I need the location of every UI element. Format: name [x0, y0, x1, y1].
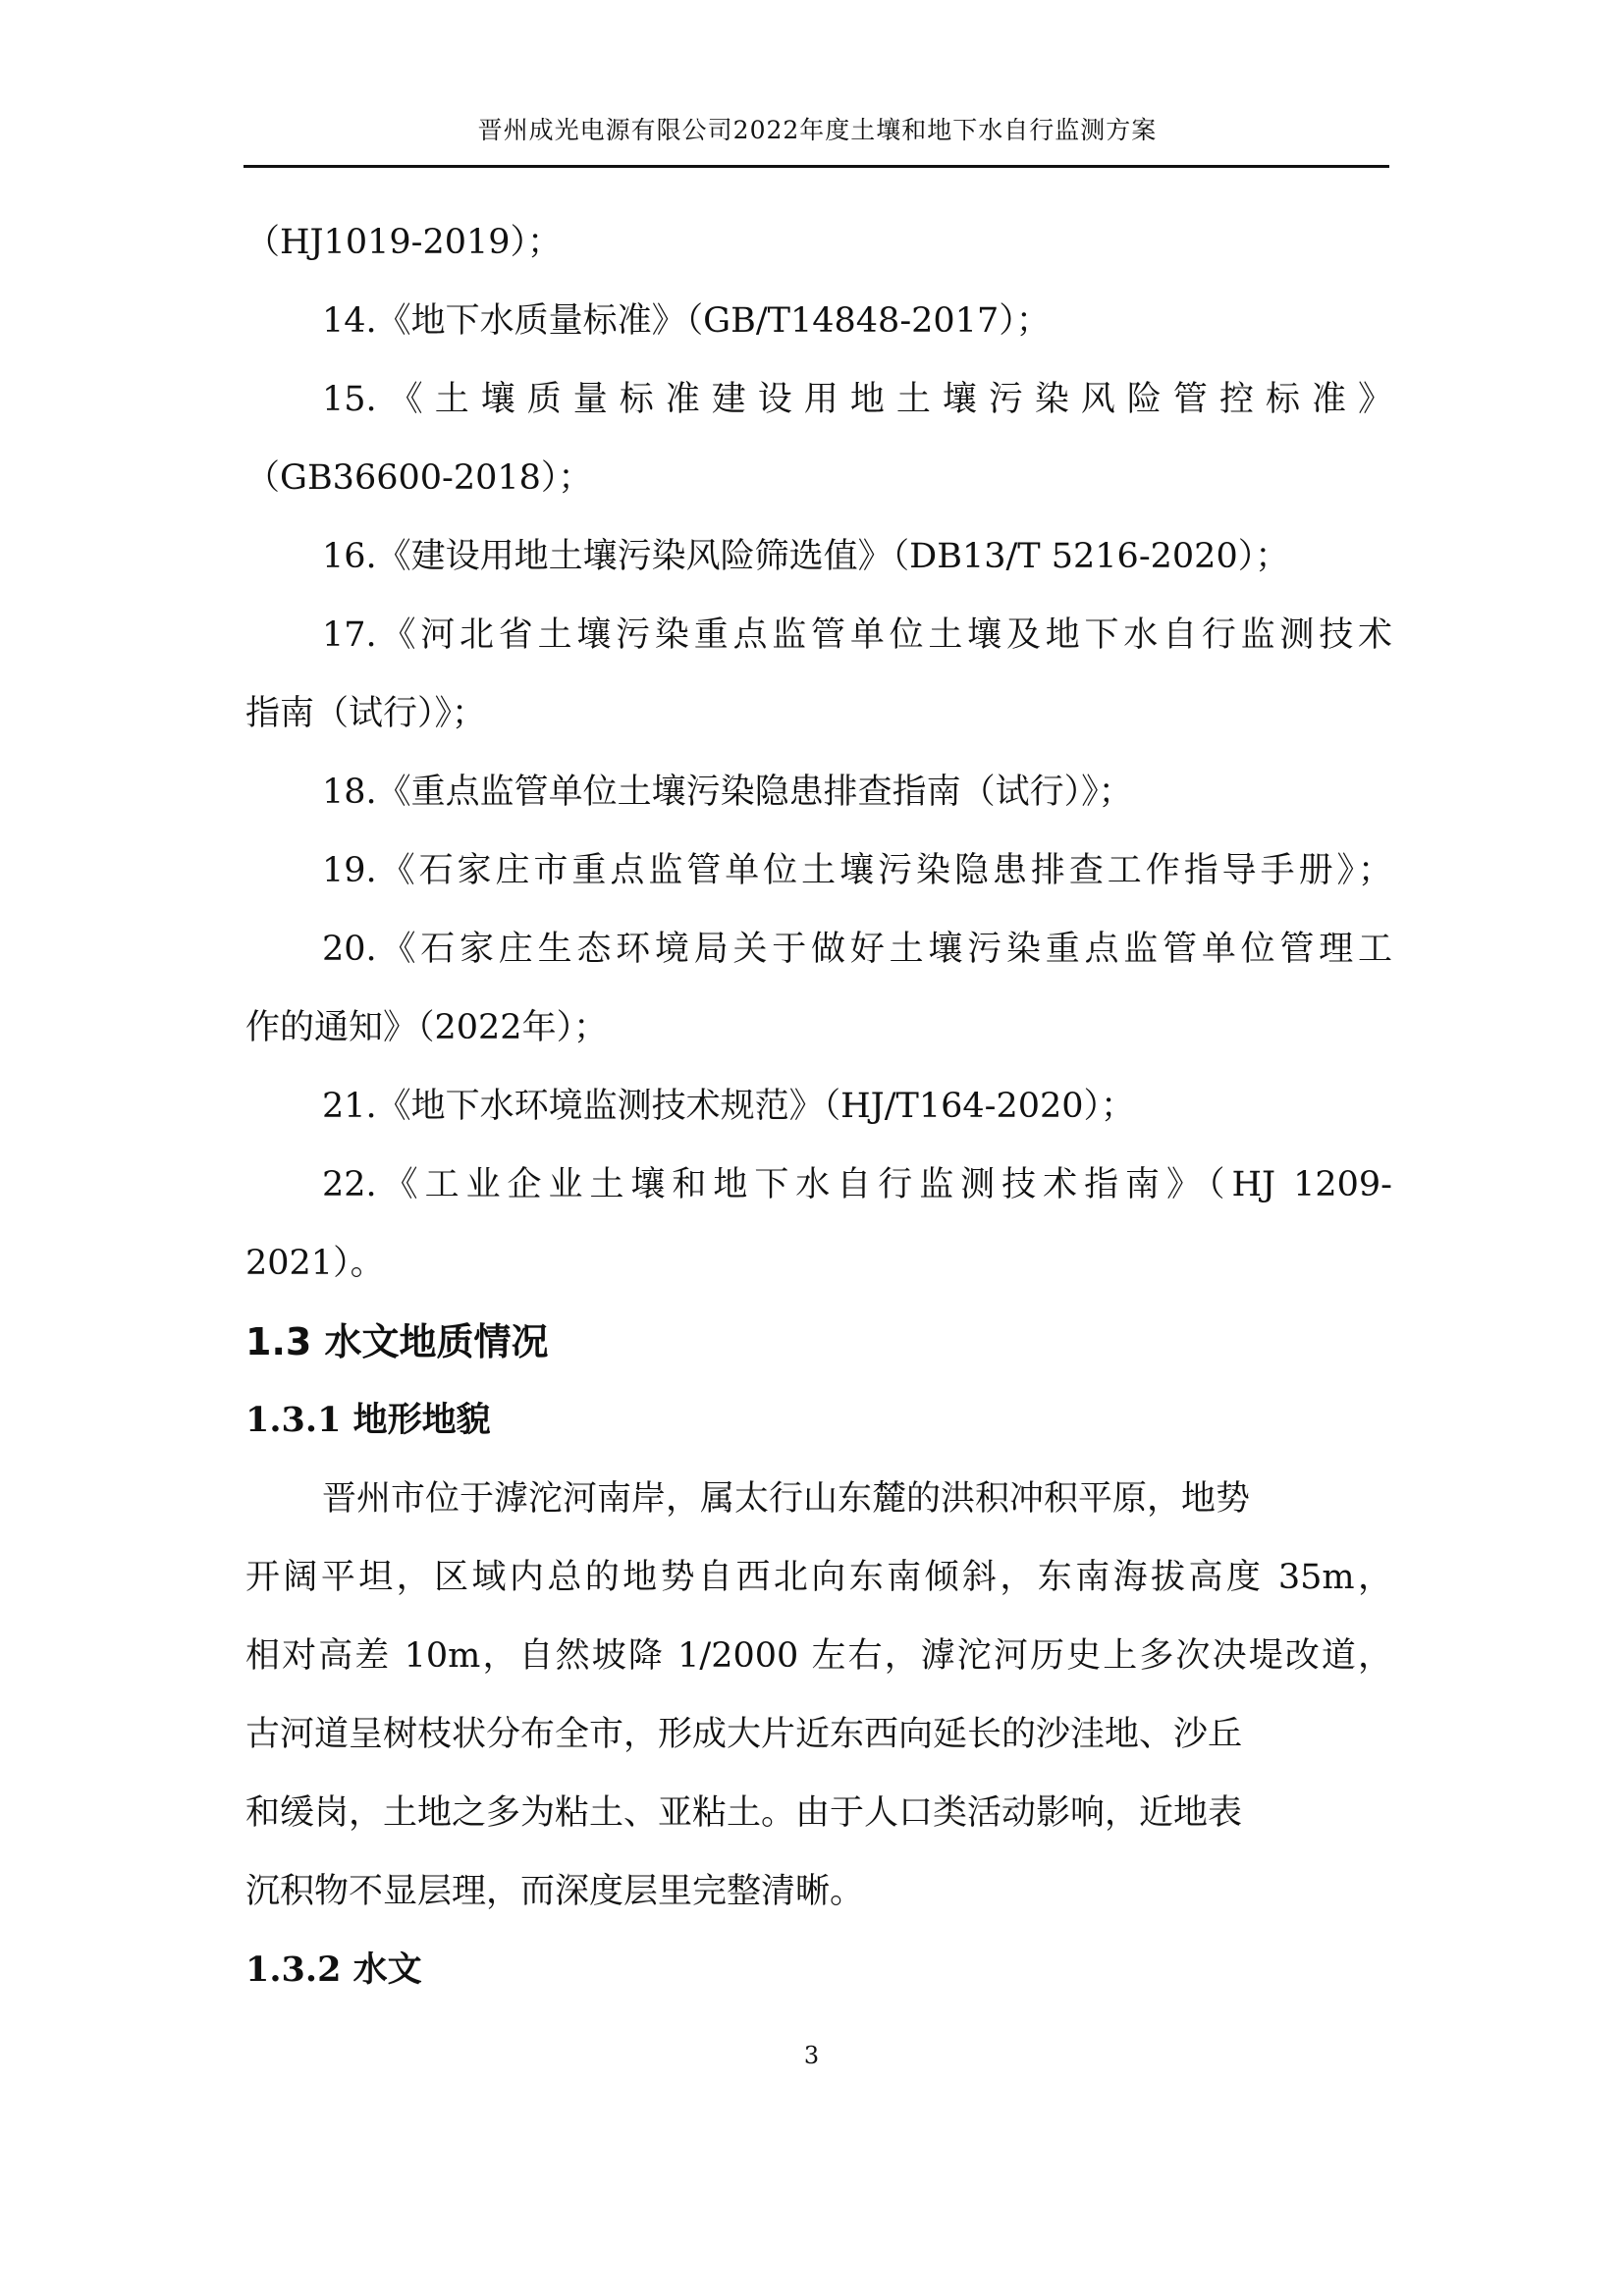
page-number: 3 [803, 2042, 820, 2069]
reference-item: 14.《地下水质量标准》（GB/T14848-2017）； [322, 301, 1051, 341]
reference-item: 16.《建设用地土壤污染风险筛选值》（DB13/T 5216-2020）； [322, 537, 1290, 576]
running-header: 晋州成光电源有限公司2022年度土壤和地下水自行监测方案 [477, 116, 1158, 144]
reference-item: 20.《石家庄生态环境局关于做好土壤污染重点监管单位管理工 [322, 930, 1392, 969]
reference-item: 21.《地下水环境监测技术规范》（HJ/T164-2020）； [322, 1087, 1136, 1126]
reference-line: 作的通知》（2022年）； [245, 1008, 609, 1047]
reference-item: 22.《工业企业土壤和地下水自行监测技术指南》（HJ 1209- [322, 1165, 1392, 1204]
section-heading-1-3-1: 1.3.1 地形地貌 [245, 1400, 491, 1440]
section-heading-1-3-2: 1.3.2 水文 [245, 1949, 422, 1990]
reference-item: 17.《河北省土壤污染重点监管单位土壤及地下水自行监测技术 [322, 615, 1392, 655]
header-rule [243, 165, 1389, 168]
reference-item: 18.《重点监管单位土壤污染隐患排查指南（试行）》； [322, 773, 1133, 812]
section-heading-1-3: 1.3 水文地质情况 [245, 1320, 549, 1363]
paragraph-line: 相对高差 10m，自然坡降 1/2000 左右，滹沱河历史上多次决堤改道， [245, 1636, 1392, 1676]
paragraph-line: 晋州市位于滹沱河南岸，属太行山东麓的洪积冲积平原，地势 [322, 1479, 1251, 1519]
paragraph-line: 和缓岗，土地之多为粘土、亚粘土。由于人口类活动影响，近地表 [245, 1793, 1243, 1833]
paragraph-line: 沉积物不显层理，而深度层里完整清晰。 [245, 1872, 865, 1911]
reference-line: 2021）。 [245, 1244, 385, 1283]
reference-item: 19.《石家庄市重点监管单位土壤污染隐患排查工作指导手册》； [322, 851, 1392, 890]
reference-line: 指南（试行）》； [245, 694, 487, 733]
reference-line: （GB36600-2018）； [245, 458, 593, 498]
reference-line: （HJ1019-2019）； [245, 223, 563, 262]
body-text [245, 203, 1392, 2009]
paragraph-line: 古河道呈树枝状分布全市，形成大片近东西向延长的沙洼地、沙丘 [245, 1715, 1243, 1754]
paragraph-line: 开阔平坦，区域内总的地势自西北向东南倾斜，东南海拔高度 35m， [245, 1558, 1392, 1597]
reference-item: 15.《土壤质量标准建设用地土壤污染风险管控标准》 [322, 380, 1392, 419]
